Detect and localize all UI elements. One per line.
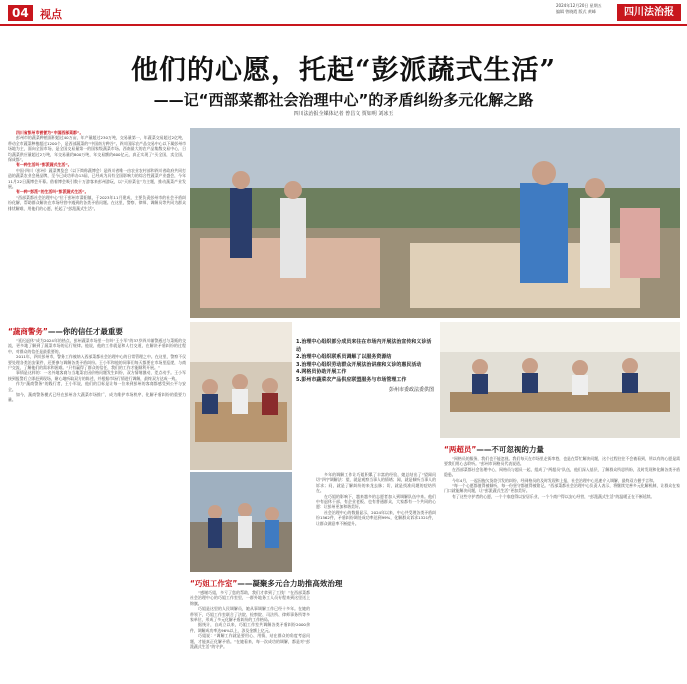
section1-paragraph: 事情是这样的：一名外地客商与当地菜农因价格问题发生纠纷，双方情绪激动，差点动手。王小军接到报警后立即赶到现场，耐心地听取双方的陈述，并根据市场行情进行调解，最终双方达成一致。 bbox=[8, 370, 186, 381]
caption-line: 1.治理中心组织部分成员来往在市场内开展法治宣传和义诊活动 bbox=[296, 339, 432, 353]
header-editor: 编辑 曾晓霞 版式 黄峰 bbox=[556, 9, 596, 14]
photo-grid-workers bbox=[440, 322, 680, 438]
caption-line: 5.彭州市蔬菜农产品供应联盟服务与市场管理工作 bbox=[296, 376, 407, 383]
section1-paragraph: 作为“蔬商警务”的践行者，王小军说，他们的目标是让每一位来到彭州的客商都感受到公平与安全。 bbox=[8, 381, 186, 392]
photo-mediation-meeting bbox=[190, 322, 292, 470]
lead-paragraph: “西部菜都社会治理中心”位于彭州市濛阳镇，于2023年11月建成，主要负责彭州市的社会矛盾纠纷化解，帮助群众解决在市场经营中遇到的各类矛盾问题。在这里，警察、律师、调解员等共同为群众排忧解难，用他们的心愿，托起了“彭派蔬式生活”。 bbox=[8, 194, 186, 211]
section1-heading-key: “蔬商警务” bbox=[8, 327, 48, 336]
section2-heading-rest: ——凝聚多元合力助推高效治理 bbox=[237, 579, 343, 588]
section3-paragraph: “网格员的服务，我们也不能忽视。我们每天在市场里走街串巷，也是在帮忙解决问题，这个过程往往不会被看到，所以有的心愿是需要我们用心去聆听。”彭州市网格员代表说道。 bbox=[444, 456, 680, 467]
section3-paragraph: 在西部菜都社会治理中心，网格员与超员一起，组成了“两超员”队伍，他们深入基层，了解群众所思所盼，及时发现和化解各类矛盾隐患。 bbox=[444, 466, 680, 478]
section2-paragraph: 社会治理中心的数据显示，2024年以来，中心共受理各类矛盾纠纷1562件，矛盾纠纷调处成功率达到99%，化解群众诉求1321件，让群众满意率不断提升。 bbox=[316, 509, 436, 526]
section2-paragraph: 巧姐是这里的人民调解员，她从事调解工作已经十多年。在她的带领下，巧姐工作室联合了法院、检察院、司法所、律师事务所等多家单位，形成了多元化解矛盾纠纷的工作格局。 bbox=[190, 606, 310, 623]
section3-paragraph: 今年4月，一起因拖欠货款引发的纠纷，经网格员的及时发现和上报，社会治理中心迅速介入调解，最终双方握手言和。 bbox=[452, 477, 657, 483]
caption-line: 4.网格员协助开展工作 bbox=[296, 369, 347, 376]
section2-paragraph: 多年的调解工作让巧姐积累了丰富的经验，她总结出了“望闻问切”四字调解法：望，就是观察当事人的情绪；闻，就是倾听当事人的诉求；问，就是了解纠纷的来龙去脉；切，就是找准问题的症结所在。 bbox=[316, 472, 436, 494]
section3-heading-key: “两超员” bbox=[444, 445, 477, 454]
photo-legal-education bbox=[190, 472, 292, 572]
header-date: 2024年12月20日 星期五 bbox=[556, 3, 602, 8]
section2-body bbox=[190, 590, 310, 680]
photo-caption bbox=[296, 339, 434, 394]
section2-paragraph: 据统计，自成立以来，巧姐工作室共调解各类矛盾纠纷2000余件，调解成功率达96%以上，涉及金额上亿元。 bbox=[190, 622, 310, 633]
lead-paragraph: 有一种生活叫“彭派蔬式生活”。 bbox=[16, 162, 72, 168]
article-subtitle: ——记“西部菜都社会治理中心”的矛盾纠纷多元化解之路 bbox=[153, 91, 534, 109]
lead-paragraph: 四川省彭州市被誉为“中国西部菜都”。 bbox=[16, 130, 84, 135]
section1-heading-rest: ——你的信任才最重要 bbox=[47, 327, 123, 336]
article-title: 他们的心愿，托起“彭派蔬式生活” bbox=[130, 55, 557, 86]
page-header bbox=[0, 0, 687, 26]
section1-paragraph: 2011年，四川彭州市，警务工作被纳入西部菜都社会治理中心的日常管理之中。在这里，警察不仅要处理各类治安案件，还要参与调解各类矛盾纠纷。王小军和他的同事们每天都要在市场里巡逻，与商户交流，了解他们的需求和困难。“只有赢得了群众的信任，我们的工作才能顺利开展。” bbox=[8, 354, 186, 371]
section2-body-right bbox=[316, 472, 436, 680]
caption-line: 3.治理中心组织劳动群众开展法治讲座和义诊的惠民活动 bbox=[296, 361, 422, 368]
lead-paragraph: 中国·四川（彭州）蔬菜博览会（以下简称蔬博会）是四川省唯一由农业农村部和四川省政府共同打造的蔬菜农业会展品牌，至今已成功举办13届，已经成为具有全国影响力的综合性蔬菜产业盛会，今年11月22日蔬博会开幕。借着博会吸引数十万游客来彭州游玩，以“天府菜仓”为主题，推动蔬菜产业发展。 bbox=[8, 167, 186, 190]
newspaper-logo: 四川法治报 bbox=[617, 4, 681, 21]
section1-body bbox=[8, 338, 186, 678]
section-name: 视点 bbox=[40, 8, 62, 21]
section2-heading-key: “巧姐工作室” bbox=[190, 579, 238, 588]
section3-heading bbox=[444, 444, 544, 455]
section1-paragraph: “延迟退休”成为2024年的热点，彭州蔬菜市场里一位叫“王小军”的37岁四川辅警通过与菜贩的交流，更多地了解到了蔬菜市场的运行规律。他说，他的工作就是和人打交道，在解决矛盾纠纷的过程中，对群众的信任是最重要的。 bbox=[8, 338, 186, 354]
section1-paragraph: 如今，蔬商警务模式已经在彭州各大蔬菜市场推广，成为维护市场秩序、化解矛盾纠纷的重要力量。 bbox=[8, 392, 186, 403]
caption-credit: 彭州市委政法委供图 bbox=[388, 386, 434, 393]
photo-market-volunteers bbox=[190, 128, 680, 318]
header-meta bbox=[556, 3, 614, 15]
section2-paragraph: 巧姐说：“调解工作就是要用心、用情，站在群众的角度考虑问题，才能真正化解矛盾。”在她看来，每一次成功的调解，都是对“彭派蔬式生活”的守护。 bbox=[190, 633, 310, 650]
section2-paragraph: 在巧姐的影响下，越来越多的志愿者加入到调解队伍中来。他们中有退休干部、有企业老板、也有普通群众，大家都有一个共同的心愿：让彭州更加和谐美好。 bbox=[316, 493, 436, 510]
section-number: 04 bbox=[8, 5, 33, 21]
section3-body bbox=[444, 456, 680, 680]
lead-text bbox=[8, 130, 186, 318]
section1-heading bbox=[8, 326, 123, 337]
lead-paragraph: 彭州市的蔬菜种植面积超过40万亩，年产量超过230万吨，交易量第一，年蔬菜交易超过2亿吨，带动全市蔬菜种植超过1200个，是西部蔬菜的“中国南方种谷”。四川国际农产品交易中心以下属彭州市场地为主，面向全国市场，是全国交易量第一的国家级蔬菜市场。西南最大的农产品集散交易中心，日均蔬菜供应量超过2万吨，年交易量约800万吨，年交易额约600亿元，真正实现了“买全国，卖全国，保成都”。 bbox=[8, 135, 186, 163]
section3-heading-rest: ——不可忽视的力量 bbox=[476, 445, 544, 454]
article-byline: 四川法治报全媒体记者 曾昌文 贾如明 刘冰玉 bbox=[293, 111, 394, 117]
section3-paragraph: 有了这些守护者的心愿，一个个家庭得以安居乐业，一个个商户得以安心经营，“彭派蔬式生活”的温暖正在不断延续。 bbox=[452, 493, 655, 499]
section2-paragraph: “感谢巧姐，多亏了您的帮助，我们才拿到了工钱！”在西部菜都社会治理中心的巧姐工作室里，一群外地务工人员专程来到这里送上锦旗。 bbox=[190, 590, 310, 606]
section3-paragraph: “每一个心愿都值得被倾听，每一份坚守都值得被铭记。”西部菜都社会治理中心负责人表示，将继续完善多元化解机制，让群众在家门口就能解决问题，让“彭派蔬式生活”更加美好。 bbox=[444, 483, 680, 494]
caption-line: 2.治理中心组织联系员调解了以服务资源结 bbox=[296, 354, 392, 361]
lead-paragraph: 有一种“彭派”的生活叫“彭派蔬式生活”。 bbox=[16, 189, 89, 195]
